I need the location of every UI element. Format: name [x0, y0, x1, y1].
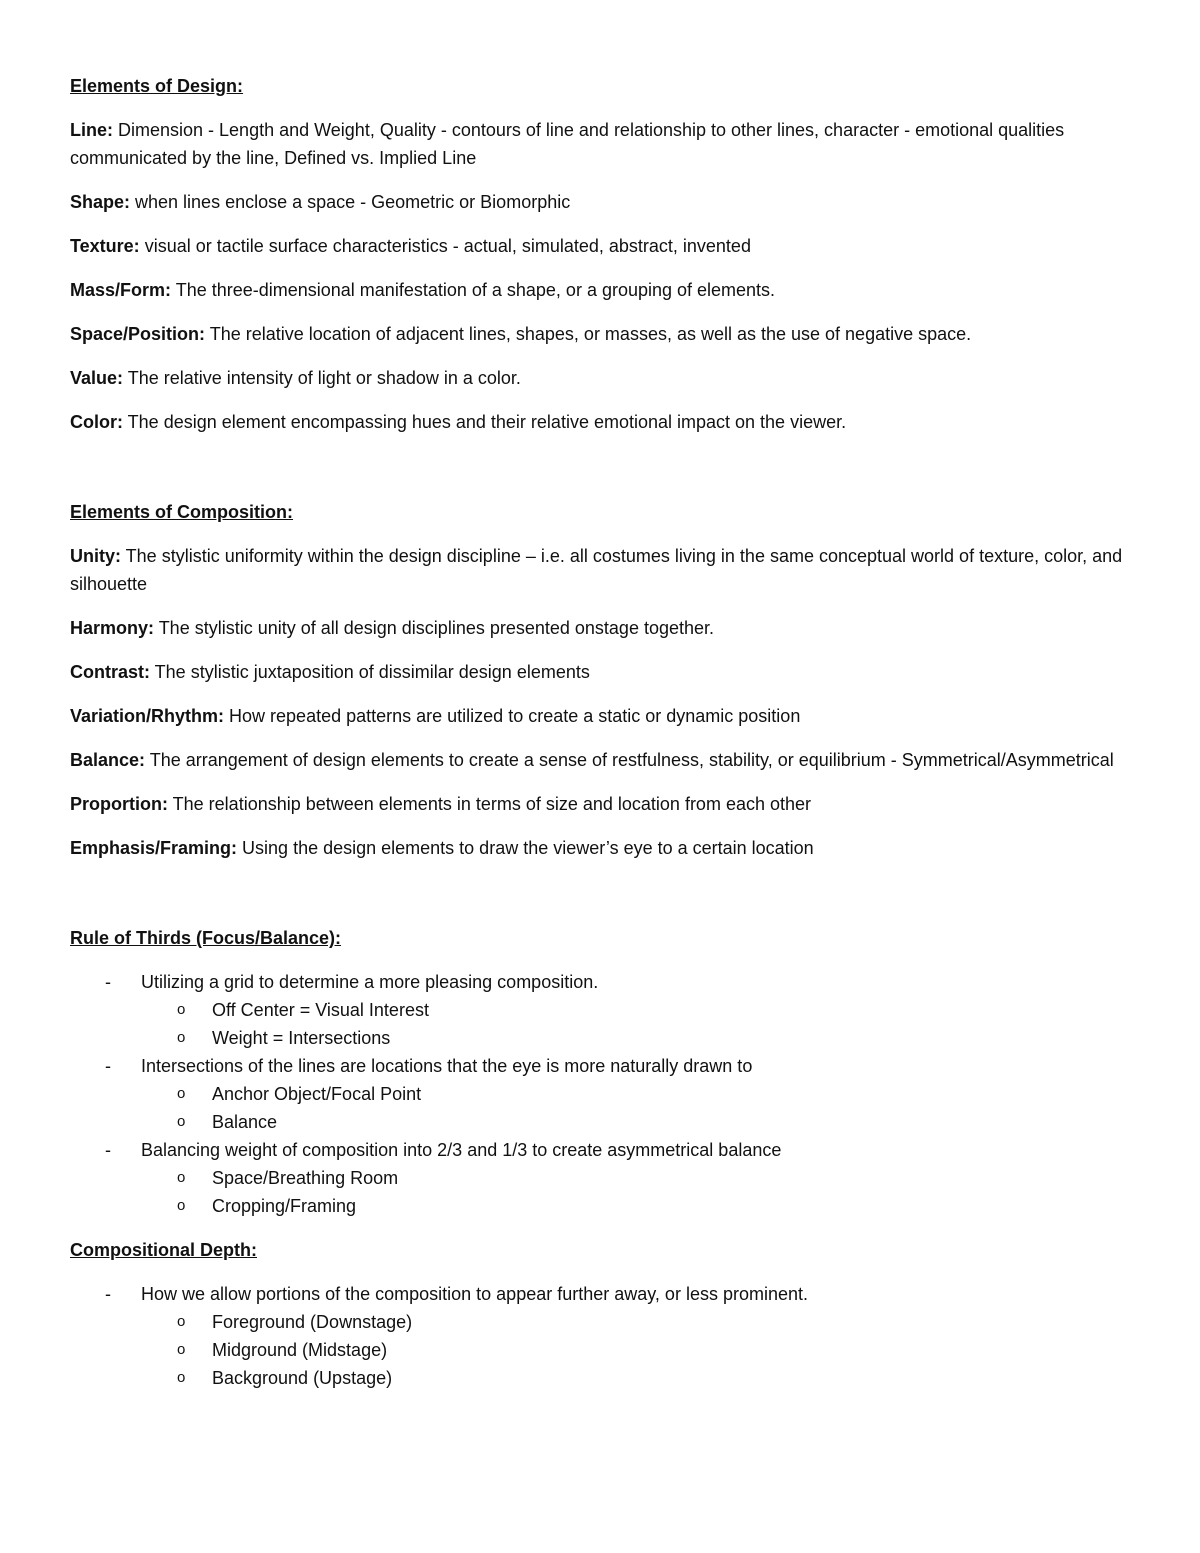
dash-bullet: - — [105, 1284, 111, 1304]
sub-bullet-list — [141, 1308, 1130, 1392]
sub-bullet-list — [141, 996, 1130, 1052]
section-compositional-depth — [70, 1236, 1130, 1392]
circle-bullet: o — [177, 1001, 186, 1018]
term-description: The stylistic uniformity within the design discipline – i.e. all costumes living in the same conceptual world of texture, color, and silhouette — [70, 546, 1123, 594]
sub-list-item — [141, 1308, 1130, 1336]
term-description: The relationship between elements in terms of size and location from each other — [167, 794, 812, 814]
sub-list-item — [141, 1192, 1130, 1220]
circle-bullet: o — [177, 1313, 186, 1330]
bullet-list — [70, 1280, 1130, 1392]
term-description: when lines enclose a space - Geometric or Biomorphic — [130, 192, 571, 212]
sub-list-item-text: Weight = Intersections — [212, 1028, 391, 1048]
term-label: Contrast: — [70, 662, 150, 682]
definition-line — [70, 116, 1130, 172]
list-item-text: How we allow portions of the composition to appear further away, or less prominent. — [141, 1284, 808, 1304]
section-rule-of-thirds — [70, 924, 1130, 1220]
circle-bullet: o — [177, 1197, 186, 1214]
term-label: Proportion: — [70, 794, 168, 814]
definition-proportion — [70, 790, 1130, 818]
section-heading: Elements of Composition: — [70, 502, 294, 522]
section-elements-of-design — [70, 72, 1130, 436]
dash-bullet: - — [105, 1140, 111, 1160]
list-item-text: Intersections of the lines are locations that the eye is more naturally drawn to — [141, 1056, 753, 1076]
definition-emphasis-framing — [70, 834, 1130, 862]
definition-value — [70, 364, 1130, 392]
term-description: The relative intensity of light or shadow in a color. — [123, 368, 521, 388]
bullet-list — [70, 968, 1130, 1220]
sub-list-item — [141, 1164, 1130, 1192]
circle-bullet: o — [177, 1085, 186, 1102]
term-description: The stylistic unity of all design disciplines presented onstage together. — [154, 618, 715, 638]
term-label: Harmony: — [70, 618, 155, 638]
term-description: The arrangement of design elements to create a sense of restfulness, stability, or equilibrium - Symmetrical/Asymmetrical — [145, 750, 1114, 770]
spacer — [70, 452, 1130, 498]
definition-unity — [70, 542, 1130, 598]
term-label: Value: — [70, 368, 124, 388]
term-description: The three-dimensional manifestation of a shape, or a grouping of elements. — [171, 280, 776, 300]
term-label: Shape: — [70, 192, 131, 212]
sub-list-item — [141, 1108, 1130, 1136]
section-heading: Compositional Depth: — [70, 1240, 257, 1260]
term-label: Mass/Form: — [70, 280, 172, 300]
term-label: Unity: — [70, 546, 121, 566]
term-label: Texture: — [70, 236, 140, 256]
sub-list-item-text: Foreground (Downstage) — [212, 1312, 413, 1332]
sub-list-item-text: Balance — [212, 1112, 278, 1132]
document-page — [70, 72, 1130, 1408]
sub-list-item-text: Midground (Midstage) — [212, 1340, 388, 1360]
list-item-text: Utilizing a grid to determine a more pleasing composition. — [141, 972, 599, 992]
sub-list-item — [141, 1080, 1130, 1108]
section-heading: Elements of Design: — [70, 76, 244, 96]
dash-bullet: - — [105, 972, 111, 992]
definition-texture — [70, 232, 1130, 260]
circle-bullet: o — [177, 1369, 186, 1386]
term-description: Using the design elements to draw the viewer’s eye to a certain location — [237, 838, 814, 858]
term-description: The stylistic juxtaposition of dissimilar design elements — [150, 662, 590, 682]
definition-variation-rhythm — [70, 702, 1130, 730]
definition-balance — [70, 746, 1130, 774]
sub-list-item-text: Background (Upstage) — [212, 1368, 393, 1388]
sub-list-item-text: Off Center = Visual Interest — [212, 1000, 429, 1020]
term-description: The relative location of adjacent lines, shapes, or masses, as well as the use of negative space. — [205, 324, 972, 344]
sub-list-item — [141, 1024, 1130, 1052]
definition-color — [70, 408, 1130, 436]
circle-bullet: o — [177, 1113, 186, 1130]
list-item-text: Balancing weight of composition into 2/3 and 1/3 to create asymmetrical balance — [141, 1140, 782, 1160]
term-description: The design element encompassing hues and their relative emotional impact on the viewer. — [123, 412, 847, 432]
term-label: Color: — [70, 412, 123, 432]
definition-shape — [70, 188, 1130, 216]
definition-mass-form — [70, 276, 1130, 304]
list-item — [70, 968, 1130, 1052]
spacer — [70, 878, 1130, 924]
sub-bullet-list — [141, 1080, 1130, 1136]
sub-list-item — [141, 1364, 1130, 1392]
term-description: visual or tactile surface characteristics - actual, simulated, abstract, invented — [139, 236, 751, 256]
circle-bullet: o — [177, 1341, 186, 1358]
sub-list-item-text: Anchor Object/Focal Point — [212, 1084, 422, 1104]
section-elements-of-composition — [70, 498, 1130, 862]
term-label: Variation/Rhythm: — [70, 706, 225, 726]
definition-contrast — [70, 658, 1130, 686]
term-label: Space/Position: — [70, 324, 206, 344]
circle-bullet: o — [177, 1029, 186, 1046]
list-item — [70, 1052, 1130, 1136]
circle-bullet: o — [177, 1169, 186, 1186]
sub-list-item — [141, 996, 1130, 1024]
term-description: How repeated patterns are utilized to create a static or dynamic position — [224, 706, 801, 726]
term-label: Line: — [70, 120, 113, 140]
term-description: Dimension - Length and Weight, Quality - contours of line and relationship to other lines, character - emotional qualities communicated by the line, Defined vs. Implied Line — [70, 120, 1065, 168]
list-item — [70, 1136, 1130, 1220]
list-item — [70, 1280, 1130, 1392]
sub-list-item-text: Cropping/Framing — [212, 1196, 357, 1216]
definition-space-position — [70, 320, 1130, 348]
definition-harmony — [70, 614, 1130, 642]
term-label: Emphasis/Framing: — [70, 838, 238, 858]
section-heading: Rule of Thirds (Focus/Balance): — [70, 928, 342, 948]
sub-bullet-list — [141, 1164, 1130, 1220]
dash-bullet: - — [105, 1056, 111, 1076]
term-label: Balance: — [70, 750, 146, 770]
sub-list-item — [141, 1336, 1130, 1364]
sub-list-item-text: Space/Breathing Room — [212, 1168, 399, 1188]
